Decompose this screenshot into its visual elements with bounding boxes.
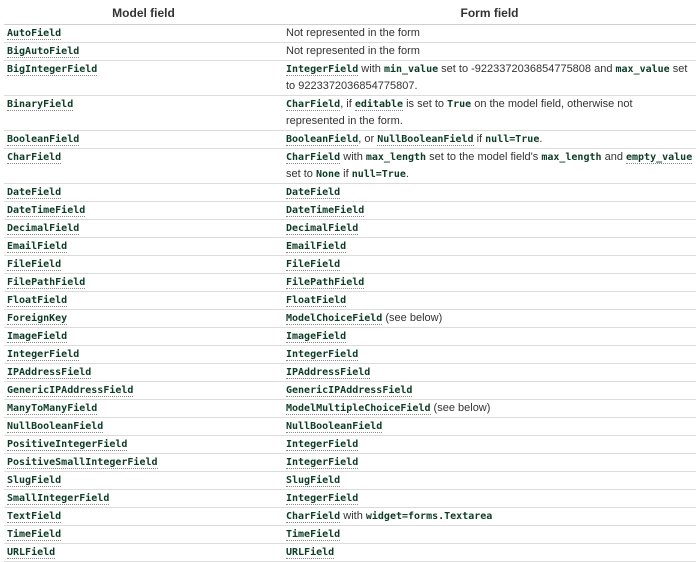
form-field-link[interactable] <box>286 186 340 198</box>
model-field-cell <box>4 61 283 96</box>
model-field-link[interactable] <box>7 258 61 270</box>
model-field-cell <box>4 256 283 274</box>
form-field-cell <box>283 274 696 292</box>
form-field-text: and <box>601 151 626 163</box>
form-field-name: empty_value <box>626 152 693 163</box>
form-field-code: null=True <box>485 134 540 145</box>
model-field-link[interactable] <box>7 294 67 306</box>
model-field-link[interactable] <box>7 384 133 396</box>
model-field-link[interactable] <box>7 528 61 540</box>
form-field-cell <box>283 400 696 418</box>
form-field-cell <box>283 238 696 256</box>
model-field-name: AutoField <box>7 28 62 39</box>
form-field-text: with <box>340 151 366 163</box>
model-field-link[interactable] <box>7 330 67 342</box>
form-field-text: . <box>539 133 543 145</box>
model-field-name: PositiveIntegerField <box>7 439 128 450</box>
form-field-name: CharField <box>286 511 341 522</box>
form-field-link[interactable] <box>286 438 358 450</box>
form-field-link[interactable] <box>286 528 340 540</box>
form-field-cell <box>283 131 696 149</box>
model-field-name: IPAddressField <box>7 367 92 378</box>
model-field-cell <box>4 436 283 454</box>
form-field-cell <box>283 202 696 220</box>
model-field-name: CharField <box>7 152 62 163</box>
table-row <box>4 382 696 400</box>
model-field-name: BooleanField <box>7 134 80 145</box>
model-field-name: BigAutoField <box>7 46 80 57</box>
form-field-code: True <box>447 99 472 110</box>
table-row <box>4 454 696 472</box>
table-row <box>4 43 696 61</box>
table-row <box>4 274 696 292</box>
form-field-name: DateTimeField <box>286 205 365 216</box>
form-field-cell <box>283 149 696 184</box>
form-field-name: ImageField <box>286 331 347 342</box>
form-field-code: max_value <box>615 64 670 75</box>
table-row <box>4 292 696 310</box>
model-field-link[interactable] <box>7 546 55 558</box>
form-field-text: with <box>358 63 384 75</box>
model-field-name: DateTimeField <box>7 205 86 216</box>
model-field-link[interactable] <box>7 348 79 360</box>
form-field-cell <box>283 25 696 43</box>
form-field-cell <box>283 508 696 526</box>
table-row <box>4 25 696 43</box>
model-field-cell <box>4 490 283 508</box>
table-row <box>4 346 696 364</box>
model-field-name: ImageField <box>7 331 68 342</box>
form-field-cell <box>283 292 696 310</box>
form-field-text: (see below) <box>430 402 491 414</box>
table-row <box>4 220 696 238</box>
form-field-text: set to -9223372036854775808 and <box>438 63 616 75</box>
form-field-link[interactable] <box>377 133 473 145</box>
model-field-name: BigIntegerField <box>7 64 98 75</box>
form-field-link[interactable] <box>286 276 364 288</box>
table-row <box>4 490 696 508</box>
table-row <box>4 544 696 562</box>
form-field-cell <box>283 490 696 508</box>
form-field-cell <box>283 256 696 274</box>
model-field-name: FileField <box>7 259 62 270</box>
model-field-link[interactable] <box>7 204 85 216</box>
model-field-link[interactable] <box>7 27 61 39</box>
form-field-cell <box>283 184 696 202</box>
model-field-link[interactable] <box>7 276 85 288</box>
table-row <box>4 256 696 274</box>
model-field-name: IntegerField <box>7 349 80 360</box>
form-field-text: (see below) <box>382 312 443 324</box>
form-field-text: , or <box>358 133 378 145</box>
model-field-cell <box>4 184 283 202</box>
form-field-name: ModelMultipleChoiceField <box>286 403 431 414</box>
model-field-link[interactable] <box>7 133 79 145</box>
form-field-link[interactable] <box>286 474 340 486</box>
model-field-name: BinaryField <box>7 99 74 110</box>
form-field-cell <box>283 436 696 454</box>
form-field-cell <box>283 382 696 400</box>
form-field-cell <box>283 364 696 382</box>
model-field-cell <box>4 149 283 184</box>
model-field-cell <box>4 346 283 364</box>
form-field-cell <box>283 526 696 544</box>
form-field-name: BooleanField <box>286 134 359 145</box>
model-field-link[interactable] <box>7 186 61 198</box>
table-row <box>4 328 696 346</box>
model-field-link[interactable] <box>7 510 61 522</box>
model-field-name: ManyToManyField <box>7 403 98 414</box>
form-field-link[interactable] <box>626 151 692 163</box>
model-field-cell <box>4 472 283 490</box>
field-mapping-table <box>4 2 696 562</box>
form-field-code: min_value <box>383 64 439 75</box>
model-field-link[interactable] <box>7 45 79 57</box>
form-field-link[interactable] <box>286 240 346 252</box>
model-field-cell <box>4 364 283 382</box>
model-field-name: SmallIntegerField <box>7 493 110 504</box>
model-field-cell <box>4 328 283 346</box>
model-field-cell <box>4 310 283 328</box>
form-field-link[interactable] <box>286 258 340 270</box>
form-field-link[interactable] <box>286 456 358 468</box>
form-field-name: DecimalField <box>286 223 359 234</box>
model-field-cell <box>4 454 283 472</box>
form-field-cell <box>283 454 696 472</box>
table-row <box>4 418 696 436</box>
header-form-field: Form field <box>283 2 696 25</box>
model-field-cell <box>4 418 283 436</box>
model-field-name: ForeignKey <box>7 313 68 324</box>
form-field-name: SlugField <box>286 475 341 486</box>
model-field-link[interactable] <box>7 63 97 75</box>
form-field-cell <box>283 310 696 328</box>
model-field-cell <box>4 202 283 220</box>
model-field-link[interactable] <box>7 438 127 450</box>
form-field-link[interactable] <box>286 294 346 306</box>
model-field-link[interactable] <box>7 240 67 252</box>
form-field-text: if <box>340 168 352 180</box>
model-field-link[interactable] <box>7 151 61 163</box>
form-field-name: CharField <box>286 152 341 163</box>
model-field-link[interactable] <box>7 312 67 324</box>
model-field-cell <box>4 526 283 544</box>
form-field-name: FilePathField <box>286 277 365 288</box>
form-field-link[interactable] <box>286 384 412 396</box>
form-field-text: . <box>405 168 409 180</box>
form-field-name: IntegerField <box>286 439 359 450</box>
model-field-cell <box>4 508 283 526</box>
model-field-link[interactable] <box>7 456 158 468</box>
form-field-link[interactable] <box>286 402 431 414</box>
model-field-cell <box>4 25 283 43</box>
form-field-cell <box>283 61 696 96</box>
form-field-link[interactable] <box>286 510 340 522</box>
form-field-name: TimeField <box>286 529 341 540</box>
form-field-link[interactable] <box>355 98 403 110</box>
form-field-text: with <box>340 510 366 522</box>
form-field-text: on the model field, otherwise not represented in the form. <box>286 98 633 127</box>
table-row <box>4 202 696 220</box>
model-field-cell <box>4 238 283 256</box>
model-field-cell <box>4 382 283 400</box>
form-field-link[interactable] <box>286 98 340 110</box>
table-row <box>4 131 696 149</box>
model-field-cell <box>4 96 283 131</box>
form-field-text: is set to <box>403 98 448 110</box>
model-field-link[interactable] <box>7 98 73 110</box>
form-field-text: , if <box>340 98 355 110</box>
model-field-link[interactable] <box>7 420 103 432</box>
form-field-cell <box>283 418 696 436</box>
form-field-name: IntegerField <box>286 493 359 504</box>
model-field-link[interactable] <box>7 474 61 486</box>
table-row <box>4 310 696 328</box>
form-field-name: EmailField <box>286 241 347 252</box>
form-field-name: editable <box>354 99 404 110</box>
form-field-link[interactable] <box>286 312 382 324</box>
form-field-link[interactable] <box>286 330 346 342</box>
model-field-name: GenericIPAddressField <box>7 385 134 396</box>
model-field-cell <box>4 220 283 238</box>
form-field-link[interactable] <box>286 222 358 234</box>
form-field-link[interactable] <box>286 546 334 558</box>
form-field-text: set to 9223372036854775807. <box>286 63 688 92</box>
form-field-cell <box>283 96 696 131</box>
form-field-cell <box>283 43 696 61</box>
form-field-text: set to <box>286 168 316 180</box>
table-row <box>4 400 696 418</box>
form-field-cell <box>283 220 696 238</box>
model-field-name: DateField <box>7 187 62 198</box>
table-row <box>4 238 696 256</box>
form-field-cell <box>283 472 696 490</box>
form-field-name: DateField <box>286 187 341 198</box>
form-field-link[interactable] <box>286 420 382 432</box>
header-model-field: Model field <box>4 2 283 25</box>
form-field-code: widget=forms.Textarea <box>365 511 493 522</box>
form-field-link[interactable] <box>286 348 358 360</box>
model-field-link[interactable] <box>7 366 91 378</box>
form-field-name: IPAddressField <box>286 367 371 378</box>
form-field-name: URLField <box>286 547 335 558</box>
form-field-cell <box>283 328 696 346</box>
form-field-code: null=True <box>351 169 406 180</box>
model-field-name: TextField <box>7 511 62 522</box>
form-field-code: None <box>315 169 341 180</box>
model-field-name: FloatField <box>7 295 68 306</box>
form-field-text: Not represented in the form <box>286 45 420 57</box>
form-field-name: NullBooleanField <box>377 134 474 145</box>
form-field-name: ModelChoiceField <box>286 313 383 324</box>
model-field-link[interactable] <box>7 402 97 414</box>
form-field-text: if <box>473 133 486 145</box>
table-row <box>4 472 696 490</box>
model-field-name: DecimalField <box>7 223 80 234</box>
model-field-name: NullBooleanField <box>7 421 104 432</box>
table-row <box>4 61 696 96</box>
form-field-cell <box>283 346 696 364</box>
table-row <box>4 364 696 382</box>
model-field-cell <box>4 274 283 292</box>
form-field-cell <box>283 544 696 562</box>
model-field-name: PositiveSmallIntegerField <box>7 457 158 468</box>
form-field-name: IntegerField <box>286 349 359 360</box>
model-field-cell <box>4 131 283 149</box>
form-field-text: set to the model field's <box>426 151 542 163</box>
model-field-link[interactable] <box>7 222 79 234</box>
model-field-name: FilePathField <box>7 277 86 288</box>
form-field-name: FileField <box>286 259 341 270</box>
form-field-text: Not represented in the form <box>286 27 420 39</box>
table-row <box>4 508 696 526</box>
model-field-name: EmailField <box>7 241 68 252</box>
form-field-name: FloatField <box>286 295 347 306</box>
form-field-code: max_length <box>365 152 427 163</box>
model-field-link[interactable] <box>7 492 109 504</box>
table-row <box>4 149 696 184</box>
model-field-name: TimeField <box>7 529 62 540</box>
form-field-link[interactable] <box>286 63 358 75</box>
form-field-link[interactable] <box>286 133 358 145</box>
form-field-name: NullBooleanField <box>286 421 383 432</box>
table-body <box>4 25 696 562</box>
form-field-link[interactable] <box>286 204 364 216</box>
model-field-cell <box>4 292 283 310</box>
form-field-name: CharField <box>286 99 341 110</box>
model-field-cell <box>4 400 283 418</box>
model-field-cell <box>4 544 283 562</box>
table-row <box>4 526 696 544</box>
table-row <box>4 436 696 454</box>
form-field-name: GenericIPAddressField <box>286 385 413 396</box>
form-field-link[interactable] <box>286 366 370 378</box>
form-field-name: IntegerField <box>286 64 359 75</box>
model-field-cell <box>4 43 283 61</box>
table-row <box>4 184 696 202</box>
form-field-name: IntegerField <box>286 457 359 468</box>
model-field-name: URLField <box>7 547 56 558</box>
form-field-link[interactable] <box>286 151 340 163</box>
form-field-link[interactable] <box>286 492 358 504</box>
form-field-code: max_length <box>541 152 602 163</box>
table-header-row <box>4 2 696 25</box>
model-field-name: SlugField <box>7 475 62 486</box>
table-row <box>4 96 696 131</box>
